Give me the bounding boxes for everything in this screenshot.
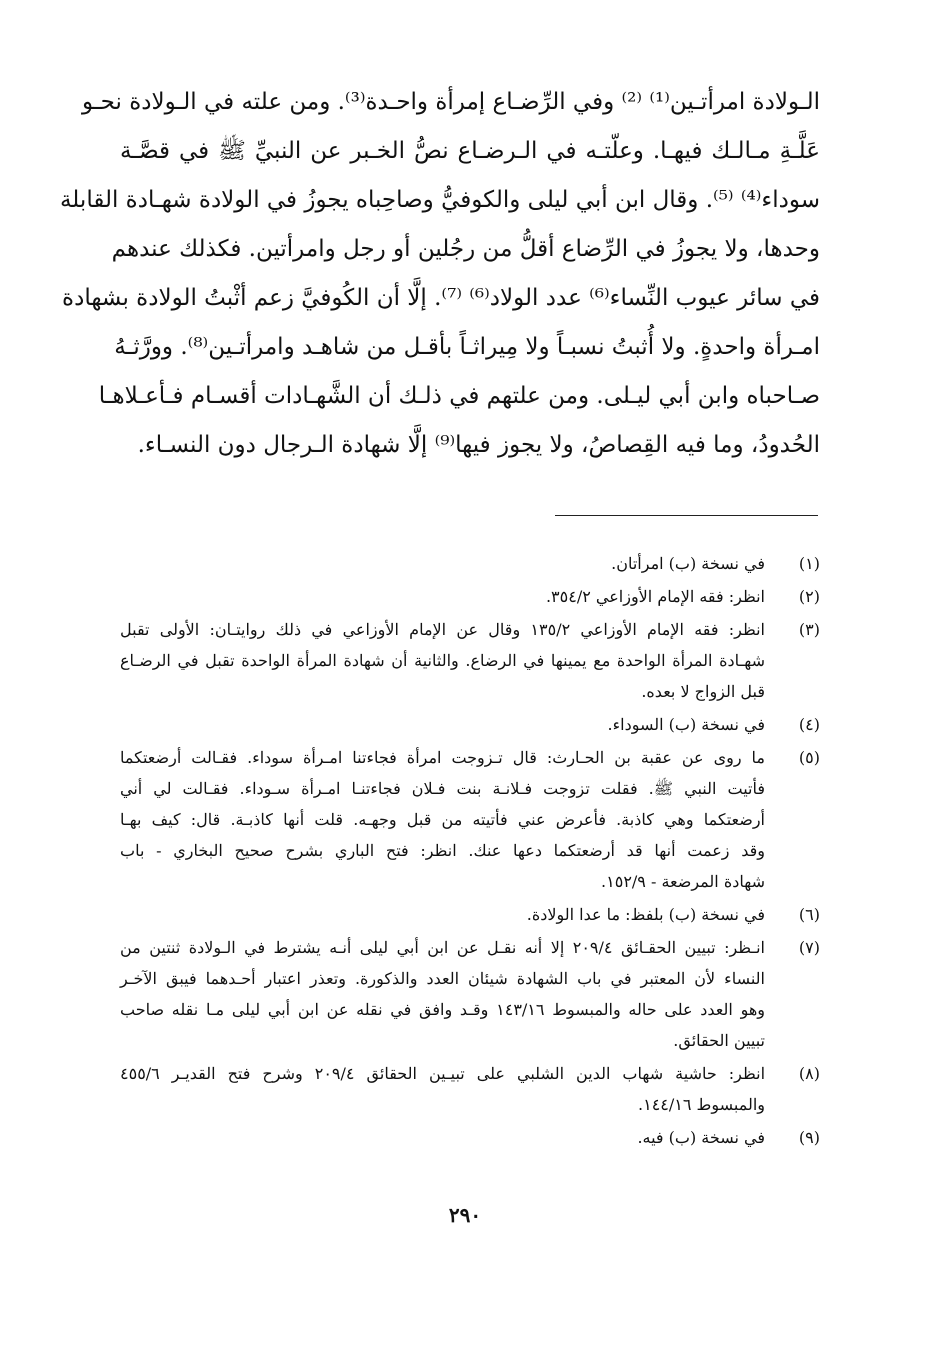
footnote-line: والمبسوط ١٤٤/١٦.: [638, 1095, 765, 1114]
main-text-line: الحُدودُ، وما فيه القِصاصُ، ولا يجوز فيها⁽⁹⁾ إلَّا شهادة الـرجال دون النسـاء.: [137, 432, 820, 458]
main-text-line: امـرأة واحدةٍ. ولا أُثبتُ نسبـاً ولا مِيراثـاً بأقـل من شاهـد وامرأتـين⁽⁸⁾. وورَّثـهُ: [114, 334, 820, 360]
footnote-body: [120, 548, 765, 579]
main-text-line: صـاحباه وابن أبي ليـلى. ومن علتهم في ذلـك أن الشَّهـادات أقسـام فـأعـلاهـا: [98, 383, 820, 409]
footnote-body: [120, 709, 765, 740]
footnote-line: قبل الزواج لا بعده.: [641, 682, 765, 701]
footnote-line: وقد زعمت أنها قد أرضعتكما دعها عنك. انظر: فتح الباري بشرح صحيح البخاري - باب: [120, 841, 765, 860]
footnote-number: (٣): [798, 620, 820, 639]
footnote: [120, 742, 820, 897]
footnote: [120, 899, 820, 930]
footnote-number: (٨): [798, 1064, 820, 1083]
footnote-number: (٦): [798, 905, 820, 924]
main-text-block: [59, 78, 820, 470]
footnote: [120, 614, 820, 707]
footnote-body: [120, 1122, 765, 1153]
main-text-line: عَلَّـةِ مـالـك فيهـا. وعلّتـه في الـرضـاع نصُّ الخـبر عن النبيِّ ﷺ في قصَّـة: [120, 138, 820, 164]
page-number: ٢٩٠: [448, 1203, 482, 1227]
footnote-number: (١): [798, 554, 820, 573]
footnote-body: [120, 614, 765, 707]
footnote-number: (٤): [798, 715, 820, 734]
footnote-number: (٩): [798, 1128, 820, 1147]
footnote-line: انظر: فقه الإمام الأوزاعي ١٣٥/٢ وقال عن الإمام الأوزاعي في ذلك روايتـان: الأولى تقبل: [120, 620, 765, 639]
footnote-line: في نسخة (ب) بلفظ: ما عدا الولادة.: [526, 905, 765, 924]
footnote-line: انـظر: تبيين الحقـائق ٢٠٩/٤ إلا أنه نقـل عن ابن أبي ليلى أنـه يشترط في الـولادة ثنتين من: [120, 938, 765, 957]
footnote-line: في نسخة (ب) فيه.: [637, 1128, 765, 1147]
footnote-line: فأتيت النبي ﷺ. فقلت تزوجت فـلانـة بنت فـلان فجاءتنـا امـرأة سـوداء. فقـالت لي أني: [120, 779, 765, 798]
footnote-body: [120, 1058, 765, 1120]
footnote-body: [120, 742, 765, 897]
footnote: [120, 932, 820, 1056]
footnote-line: انظر: فقه الإمام الأوزاعي ٣٥٤/٢.: [545, 587, 765, 606]
main-text-line: الـولادة امرأتـين⁽¹⁾ ⁽²⁾ وفي الرِّضـاع إمرأة واحـدة⁽³⁾. ومن علته في الـولادة نحـو: [82, 89, 820, 115]
footnote-line: تبيين الحقائق.: [673, 1031, 765, 1050]
footnote-number: (٥): [798, 748, 820, 767]
main-text-line: في سائر عيوب النِّساء⁽⁶⁾ عدد الولاد⁽⁶⁾ ⁽⁷⁾. إلَّا أن الكُوفيَّ زعم أثْبتُ الولادة بشهادة: [62, 285, 820, 311]
footnote: [120, 1122, 820, 1153]
footnote-line: في نسخة (ب) امرأتان.: [611, 554, 765, 573]
footnote-line: انظر: حاشية شهاب الدين الشلبي على تبيـين الحقائق ٢٠٩/٤ وشرح فتح القديـر ٤٥٥/٦: [120, 1064, 766, 1083]
footnote: [120, 548, 820, 579]
footnote-line: وهو العدد على حاله والمبسوط ١٤٣/١٦ وقـد وافق في نقله عن ابن أبي ليلى مـا نقله صاحب: [120, 1000, 766, 1019]
footnote-line: أرضعتكما وهي كاذبة. فأعرض عني فأتيته من قبل وجهـه. قلت أنها كاذبـة. قال: كيف بهـا: [120, 810, 765, 829]
footnote-number: (٢): [798, 587, 820, 606]
footnote-line: في نسخة (ب) السوداء.: [607, 715, 765, 734]
footnote-line: ما روى عن عقبة بن الحـارث: قال تـزوجت امرأة فجاءتنا امـرأة سوداء. فقـالت أرضعتكما: [120, 748, 765, 767]
footnote: [120, 581, 820, 612]
footnotes-block: [120, 548, 820, 1155]
main-text-line: سوداء⁽⁴⁾ ⁽⁵⁾. وقال ابن أبي ليلى والكوفيُّ وصاحِباه يجوزُ في الولادة شهـادة القابلة: [59, 187, 820, 213]
main-text-line: وحدها، ولا يجوزُ في الرِّضاع أقلُّ من رجُلين أو رجل وامرأتين. فكذلك عندهم: [111, 236, 820, 262]
footnote: [120, 1058, 820, 1120]
footnote: [120, 709, 820, 740]
footnote-body: [120, 932, 765, 1056]
footnote-separator: [555, 515, 818, 516]
footnote-line: النساء لأن المعتبر في باب الشهادة شيئان العدد والذكورة. وتعذر اعتبار أحـدهما فيبق الآخـر: [120, 969, 765, 988]
footnote-line: شهـادة المرأة الواحدة مع يمينها في الرضاع. والثانية أن شهادة المرأة الواحدة تقبل في الرضـاع: [120, 651, 765, 670]
footnote-body: [120, 899, 765, 930]
footnote-body: [120, 581, 765, 612]
footnote-line: شهادة المرضعة - ١٥٢/٩.: [601, 872, 765, 891]
footnote-number: (٧): [798, 938, 820, 957]
